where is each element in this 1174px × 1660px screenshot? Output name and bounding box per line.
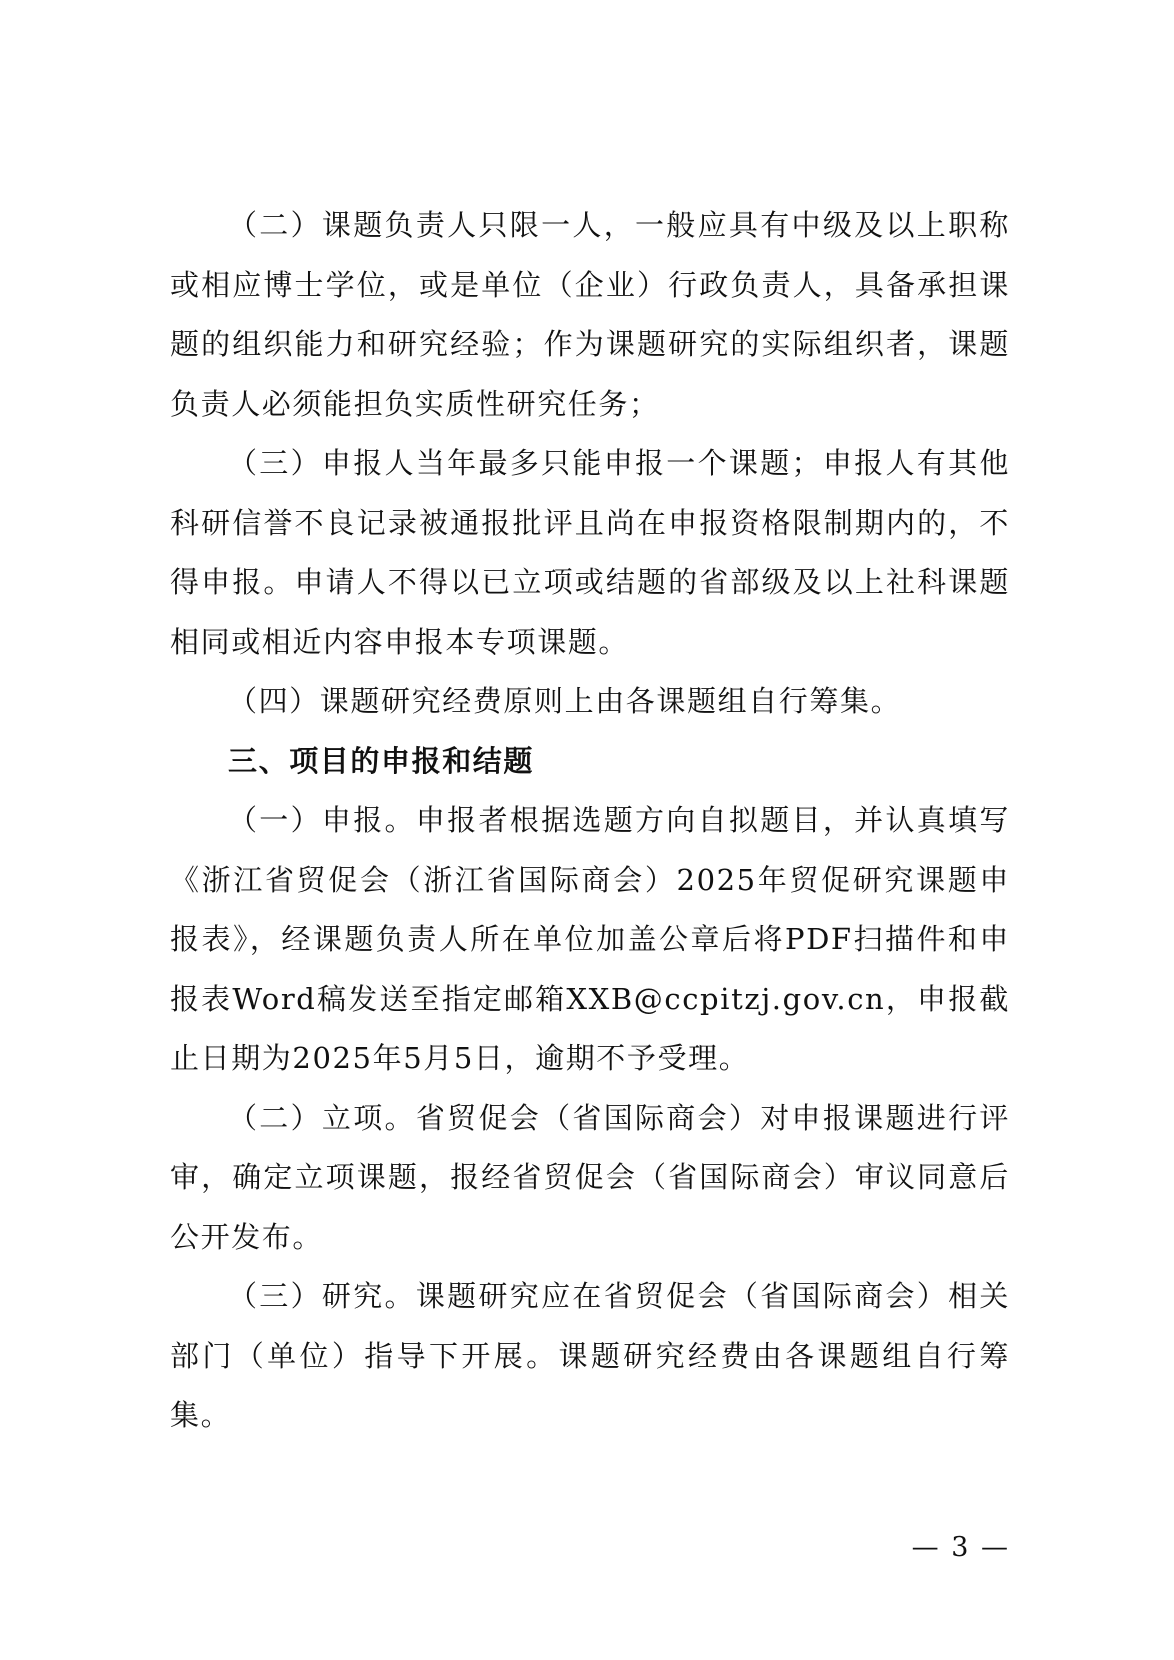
paragraph-approval: （二）立项。省贸促会（省国际商会）对申报课题进行评审，确定立项课题，报经省贸促会（省国际商会）审议同意后公开发布。 <box>170 1100 1010 1254</box>
paragraph-application: （一）申报。申报者根据选题方向自拟题目，并认真填写《浙江省贸促会（浙江省国际商会）2025年贸促研究课题申报表》，经课题负责人所在单位加盖公章后将PDF扫描件和申报表Word稿发送至指定邮箱XXB@ccpitzj.gov.cn，申报截止日期为2025年5月5日，逾期不予受理。 <box>170 803 1010 1075</box>
paragraph-leader-requirement: （二）课题负责人只限一人，一般应具有中级及以上职称或相应博士学位，或是单位（企业）行政负责人，具备承担课题的组织能力和研究经验；作为课题研究的实际组织者，课题负责人必须能担负实质性研究任务； <box>170 208 1010 421</box>
paragraph-applicant-limit: （三）申报人当年最多只能申报一个课题；申报人有其他科研信誉不良记录被通报批评且尚在申报资格限制期内的，不得申报。申请人不得以已立项或结题的省部级及以上社科课题相同或相近内容申报本专项课题。 <box>170 446 1010 659</box>
document-body <box>170 196 1010 1446</box>
section-heading: 三、项目的申报和结题 <box>228 743 535 778</box>
paragraph-funding: （四）课题研究经费原则上由各课题组自行筹集。 <box>228 684 902 718</box>
paragraph-research: （三）研究。课题研究应在省贸促会（省国际商会）相关部门（单位）指导下开展。课题研究经费由各课题组自行筹集。 <box>170 1279 1010 1432</box>
page-number: — 3 — <box>911 1532 1010 1563</box>
